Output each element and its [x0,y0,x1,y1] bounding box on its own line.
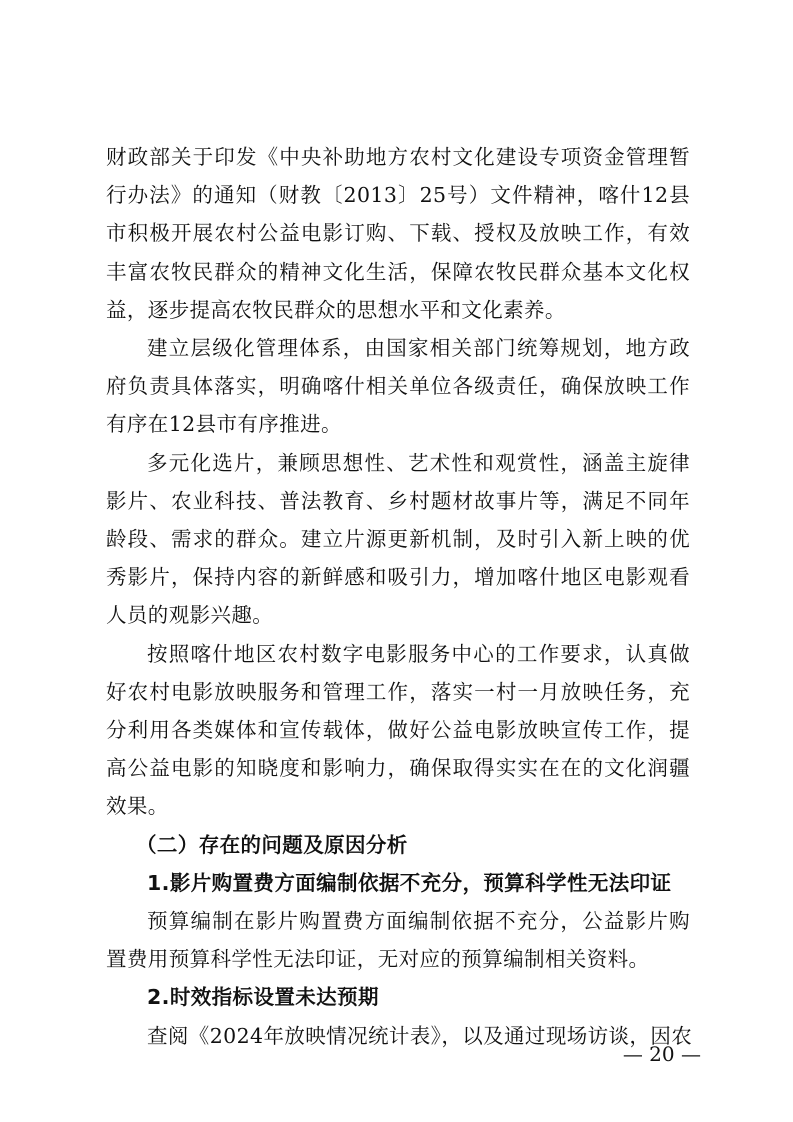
paragraph-management-system: 建立层级化管理体系，由国家相关部门统筹规划，地方政府负责具体落实，明确喀什相关单位各级责任，确保放映工作有序在12县市有序推进。 [106,336,690,437]
paragraph-policy-basis: 财政部关于印发《中央补助地方农村文化建设专项资金管理暂行办法》的通知（财教〔2013〕25号）文件精神，喀什12县市积极开展农村公益电影订购、下载、授权及放映工作，有效丰富农牧民群众的精神文化生活，保障农牧民群众基本文化权益，逐步提高农牧民群众的思想水平和文化素养。 [106,145,690,322]
paragraph-service-requirements: 按照喀什地区农村数字电影服务中心的工作要求，认真做好农村电影放映服务和管理工作，落实一村一月放映任务，充分利用各类媒体和宣传载体，做好公益电影放映宣传工作，提高公益电影的知晓度和影响力，确保取得实实在在的文化润疆效果。 [106,641,690,819]
subheading-timeliness: 2.时效指标设置未达预期 [147,985,379,1010]
page-number: — 20 — [622,1042,701,1066]
paragraph-statistics-review: 查阅《2024年放映情况统计表》，以及通过现场访谈，因农 [147,1023,693,1048]
subheading-purchase-cost: 1.影片购置费方面编制依据不充分，预算科学性无法印证 [147,870,672,895]
document-body [106,138,693,1055]
paragraph-budget-basis: 预算编制在影片购置费方面编制依据不充分，公益影片购置费用预算科学性无法印证，无对应的预算编制相关资料。 [106,909,690,972]
paragraph-film-selection: 多元化选片，兼顾思想性、艺术性和观赏性，涵盖主旋律影片、农业科技、普法教育、乡村题材故事片等，满足不同年龄段、需求的群众。建立片源更新机制，及时引入新上映的优秀影片，保持内容的新鲜感和吸引力，增加喀什地区电影观看人员的观影兴趣。 [106,450,690,628]
section-heading-problems: （二）存在的问题及原因分析 [136,832,408,857]
